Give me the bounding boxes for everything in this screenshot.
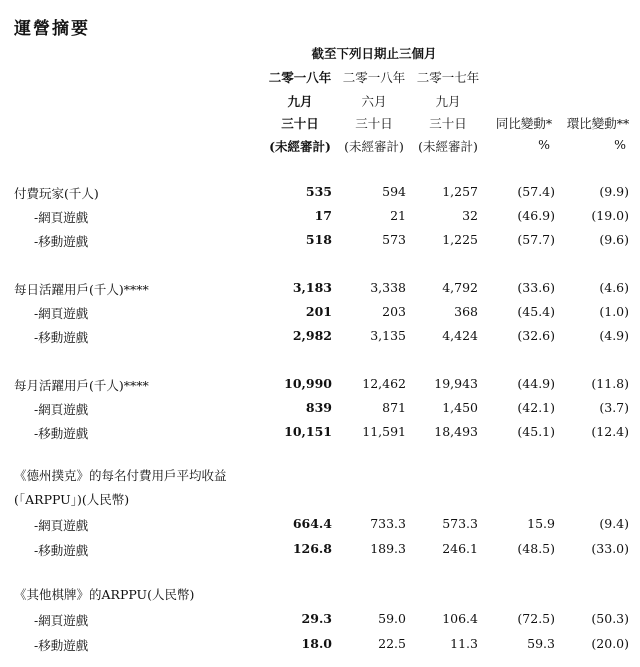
- cell-col1: 21: [390, 208, 406, 223]
- table-row: [0, 280, 640, 304]
- cell-col2: 1,225: [442, 232, 478, 247]
- cell-col1: 22.5: [378, 636, 406, 651]
- col2-year: 二零一七年: [416, 70, 480, 85]
- cell-col4: (50.3): [591, 611, 629, 626]
- cell-col3: (48.5): [517, 541, 555, 556]
- col3-unit: %: [538, 137, 550, 152]
- cell-col3: (42.1): [517, 400, 555, 415]
- table-row: [0, 585, 640, 609]
- col2-month: 九月: [435, 94, 461, 109]
- cell-col4: (9.9): [599, 184, 629, 199]
- table-row: [0, 184, 640, 208]
- cell-col1: 871: [382, 400, 406, 415]
- cell-col4: (11.8): [591, 376, 629, 391]
- cell-col1: 189.3: [370, 541, 406, 556]
- cell-col4: (4.9): [599, 328, 629, 343]
- cell-col2: 18,493: [434, 424, 478, 439]
- cell-col1: 3,135: [370, 328, 406, 343]
- cell-col4: (19.0): [591, 208, 629, 223]
- table-row: [0, 541, 640, 565]
- row-label: -移動遊戲: [34, 638, 89, 653]
- cell-col4: (20.0): [591, 636, 629, 651]
- table-row: [0, 636, 640, 660]
- row-label: (「ARPPU」)(人民幣): [14, 492, 130, 507]
- cell-col3: 59.3: [527, 636, 555, 651]
- row-label: -網頁遊戲: [34, 518, 89, 533]
- cell-col0: 29.3: [301, 611, 332, 626]
- cell-col1: 12,462: [362, 376, 406, 391]
- cell-col3: (44.9): [517, 376, 555, 391]
- table-row: [0, 208, 640, 232]
- cell-col3: (46.9): [517, 208, 555, 223]
- cell-col2: 4,792: [442, 280, 478, 295]
- col2-day: 三十日: [429, 116, 467, 131]
- cell-col2: 106.4: [442, 611, 478, 626]
- cell-col1: 573: [382, 232, 406, 247]
- cell-col2: 573.3: [442, 516, 478, 531]
- cell-col3: 15.9: [527, 516, 555, 531]
- cell-col1: 203: [382, 304, 406, 319]
- cell-col4: (12.4): [591, 424, 629, 439]
- cell-col3: (72.5): [517, 611, 555, 626]
- cell-col3: (45.4): [517, 304, 555, 319]
- col1-day: 三十日: [355, 116, 393, 131]
- table-row: [0, 611, 640, 635]
- cell-col0: 2,982: [292, 328, 332, 343]
- cell-col1: 594: [382, 184, 406, 199]
- cell-col0: 18.0: [301, 636, 332, 651]
- row-label: -網頁遊戲: [34, 613, 89, 628]
- row-label: -網頁遊戲: [34, 306, 89, 321]
- col2-audit: (未經審計): [418, 139, 478, 154]
- cell-col4: (4.6): [599, 280, 629, 295]
- cell-col2: 1,257: [442, 184, 478, 199]
- row-label: 每月活躍用戶(千人)****: [14, 378, 149, 393]
- row-label: 《德州撲克》的每名付費用戶平均收益: [14, 468, 227, 483]
- cell-col0: 201: [305, 304, 332, 319]
- cell-col0: 3,183: [292, 280, 332, 295]
- cell-col2: 11.3: [450, 636, 478, 651]
- col1-audit: (未經審計): [344, 139, 404, 154]
- cell-col4: (1.0): [599, 304, 629, 319]
- cell-col1: 59.0: [378, 611, 406, 626]
- cell-col2: 19,943: [434, 376, 478, 391]
- col0-year: 二零一八年: [268, 70, 332, 85]
- cell-col2: 246.1: [442, 541, 478, 556]
- row-label: -移動遊戲: [34, 426, 89, 441]
- cell-col0: 10,151: [284, 424, 332, 439]
- cell-col0: 518: [305, 232, 332, 247]
- row-label: -網頁遊戲: [34, 402, 89, 417]
- col0-month: 九月: [287, 94, 313, 109]
- row-label: 每日活躍用戶(千人)****: [14, 282, 149, 297]
- cell-col3: (57.4): [517, 184, 555, 199]
- cell-col2: 4,424: [442, 328, 478, 343]
- table-row: [0, 424, 640, 448]
- cell-col2: 1,450: [442, 400, 478, 415]
- cell-col0: 17: [314, 208, 332, 223]
- cell-col0: 664.4: [292, 516, 332, 531]
- table-row: [0, 466, 640, 490]
- col4-unit: %: [614, 137, 626, 152]
- col0-day: 三十日: [281, 116, 319, 131]
- row-label: -網頁遊戲: [34, 210, 89, 225]
- period-header: 截至下列日期止三個月: [311, 46, 437, 61]
- row-label: -移動遊戲: [34, 234, 89, 249]
- cell-col0: 535: [305, 184, 332, 199]
- cell-col4: (9.4): [599, 516, 629, 531]
- table-row: [0, 232, 640, 256]
- col1-year: 二零一八年: [342, 70, 406, 85]
- cell-col0: 10,990: [284, 376, 332, 391]
- cell-col3: (57.7): [517, 232, 555, 247]
- cell-col4: (33.0): [591, 541, 629, 556]
- col4-title: 環比變動**: [566, 116, 630, 131]
- cell-col1: 733.3: [370, 516, 406, 531]
- col1-month: 六月: [361, 94, 387, 109]
- table-row: [0, 304, 640, 328]
- row-label: 付費玩家(千人): [14, 186, 99, 201]
- table-row: [0, 376, 640, 400]
- col0-audit: (未經審計): [269, 139, 331, 154]
- col3-title: 同比變動*: [495, 116, 553, 131]
- cell-col4: (9.6): [599, 232, 629, 247]
- table-row: [0, 400, 640, 424]
- row-label: -移動遊戲: [34, 543, 89, 558]
- table-row: [0, 328, 640, 352]
- cell-col4: (3.7): [599, 400, 629, 415]
- row-label: 《其他棋牌》的ARPPU(人民幣): [14, 587, 195, 602]
- cell-col1: 11,591: [362, 424, 406, 439]
- row-label: -移動遊戲: [34, 330, 89, 345]
- cell-col3: (33.6): [517, 280, 555, 295]
- cell-col3: (32.6): [517, 328, 555, 343]
- cell-col3: (45.1): [517, 424, 555, 439]
- page-title: 運營摘要: [14, 19, 90, 39]
- cell-col0: 126.8: [292, 541, 332, 556]
- table-row: [0, 516, 640, 540]
- cell-col1: 3,338: [370, 280, 406, 295]
- cell-col2: 32: [462, 208, 478, 223]
- cell-col0: 839: [305, 400, 332, 415]
- table-row: [0, 490, 640, 514]
- cell-col2: 368: [454, 304, 478, 319]
